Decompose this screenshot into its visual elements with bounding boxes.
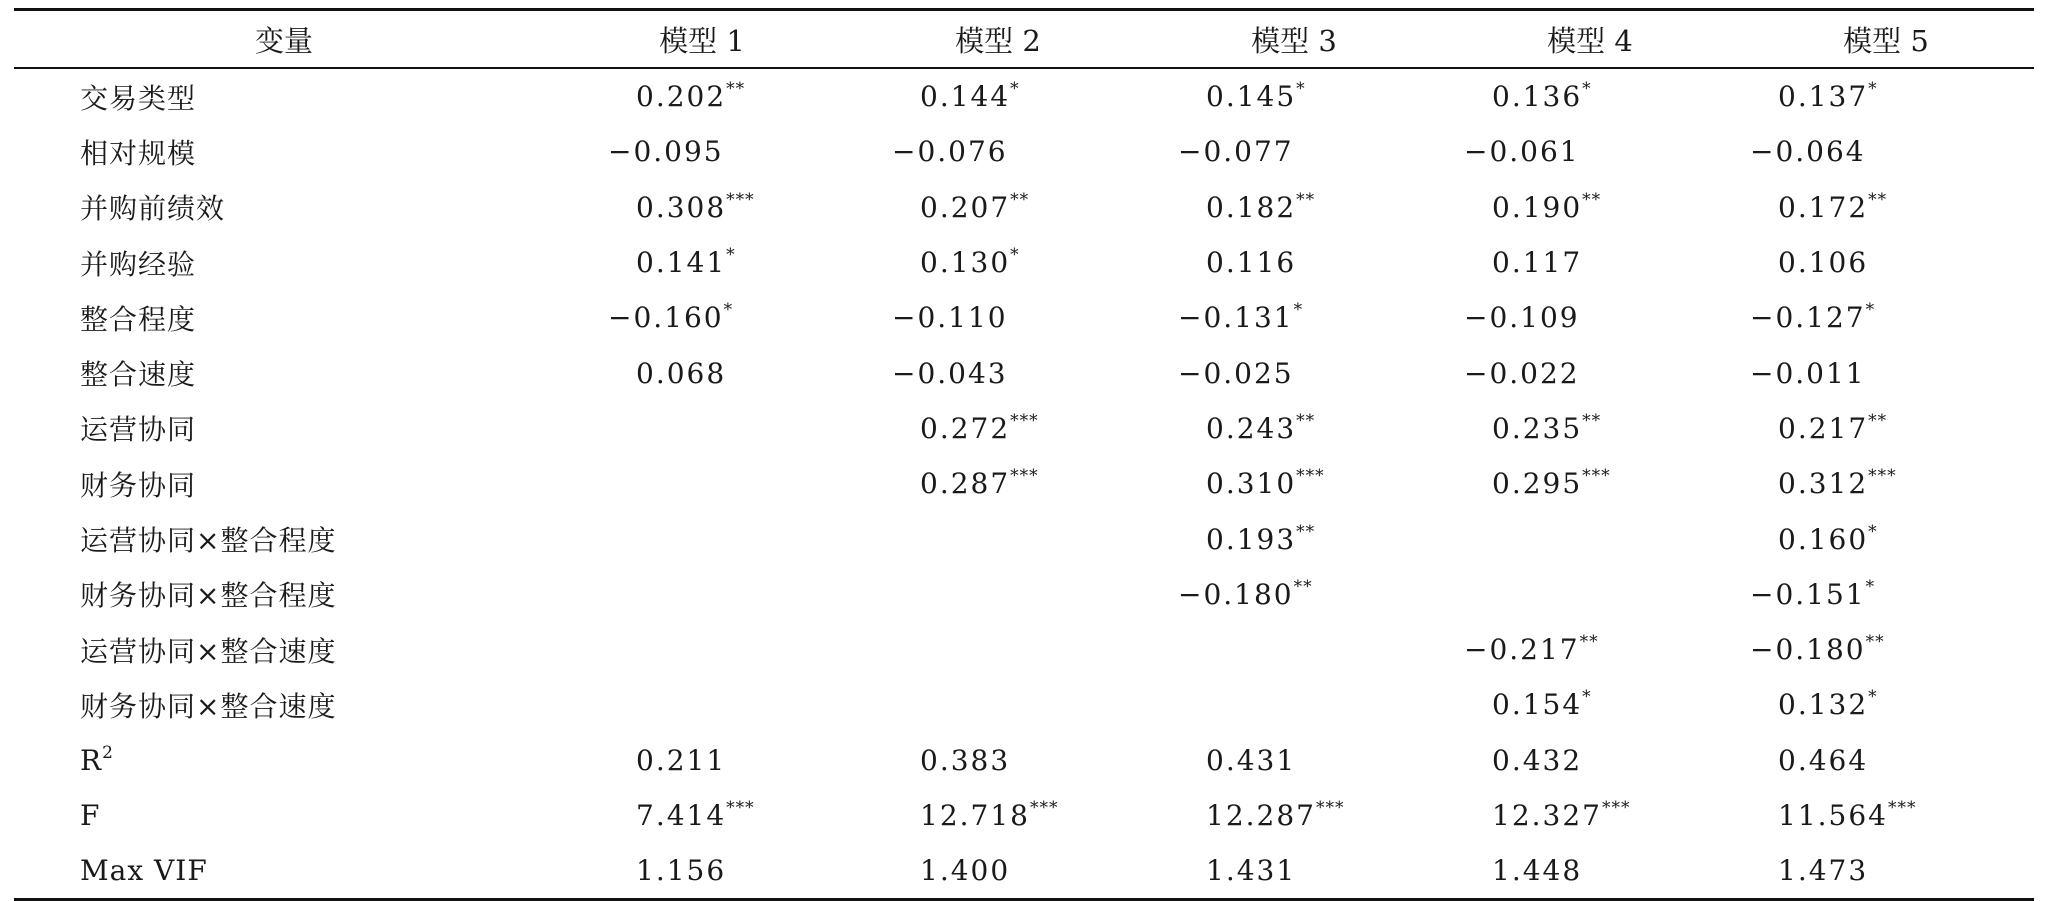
significance-stars: * xyxy=(1582,79,1592,100)
coefficient-value: −0.109 xyxy=(1464,301,1580,335)
variable-label xyxy=(14,401,554,456)
coefficient-value: 0.182 xyxy=(1206,190,1297,224)
significance-stars: ** xyxy=(1865,632,1885,653)
table-row xyxy=(14,622,2034,677)
coefficient-value: −0.180 xyxy=(1750,633,1866,667)
coefficient-value: 0.117 xyxy=(1492,246,1583,280)
coefficient-cell xyxy=(1146,401,1442,456)
significance-stars: * xyxy=(1010,245,1020,266)
coefficient-cell xyxy=(554,68,850,124)
variable-label xyxy=(14,622,554,677)
coefficient-cell xyxy=(554,567,850,622)
coefficient-value: −0.217 xyxy=(1464,633,1580,667)
significance-stars: *** xyxy=(1010,466,1039,487)
variable-label-text: 整合程度 xyxy=(80,302,197,336)
coefficient-cell xyxy=(1738,677,2034,732)
table-body xyxy=(14,68,2034,900)
coefficient-value: −0.095 xyxy=(608,135,724,169)
coefficient-cell xyxy=(554,511,850,566)
table-row xyxy=(14,68,2034,124)
coefficient-value: 12.327 xyxy=(1492,799,1602,832)
coefficient-cell xyxy=(554,733,850,788)
variable-label-text: 财务协同×整合程度 xyxy=(80,579,337,613)
significance-stars: ** xyxy=(1582,189,1602,210)
significance-stars: ** xyxy=(1296,521,1316,542)
regression-results-table xyxy=(14,8,2034,901)
coefficient-cell xyxy=(1738,511,2034,566)
coefficient-value: 0.106 xyxy=(1778,246,1869,280)
coefficient-cell xyxy=(554,677,850,732)
coefficient-value: 0.464 xyxy=(1778,743,1869,777)
significance-stars: * xyxy=(1296,79,1306,100)
coefficient-cell xyxy=(1442,401,1738,456)
table-row xyxy=(14,788,2034,843)
variable-label xyxy=(14,456,554,511)
table-row xyxy=(14,456,2034,511)
significance-stars: *** xyxy=(726,798,755,818)
coefficient-cell xyxy=(1146,733,1442,788)
header-row xyxy=(14,10,2034,69)
significance-stars: ** xyxy=(1868,189,1888,210)
coefficient-cell xyxy=(554,124,850,179)
coefficient-cell xyxy=(1146,567,1442,622)
coefficient-cell xyxy=(1146,456,1442,511)
variable-label xyxy=(14,124,554,179)
table-row xyxy=(14,124,2034,179)
coefficient-cell xyxy=(1146,180,1442,235)
regression-results-table-container xyxy=(14,8,2034,901)
variable-label-text: 并购经验 xyxy=(80,247,197,281)
variable-label xyxy=(14,567,554,622)
coefficient-value: 0.310 xyxy=(1206,467,1297,501)
variable-label-text: Max VIF xyxy=(80,854,208,888)
significance-stars: *** xyxy=(1029,798,1059,818)
coefficient-cell xyxy=(1738,567,2034,622)
significance-stars: * xyxy=(1865,300,1876,321)
coefficient-cell xyxy=(850,68,1146,124)
variable-label-text: R xyxy=(80,743,103,777)
coefficient-value: 0.211 xyxy=(636,743,727,777)
coefficient-cell xyxy=(850,345,1146,400)
variable-label xyxy=(14,68,554,124)
coefficient-cell xyxy=(1442,68,1738,124)
coefficient-cell xyxy=(1442,290,1738,345)
variable-label xyxy=(14,180,554,235)
significance-stars: * xyxy=(1582,687,1592,708)
coefficient-value: 1.448 xyxy=(1492,854,1583,888)
coefficient-cell xyxy=(1738,843,2034,900)
coefficient-value: 0.383 xyxy=(920,743,1011,777)
variable-label-text: 相对规模 xyxy=(80,136,197,170)
significance-stars: * xyxy=(1293,300,1304,321)
variable-label-text: F xyxy=(80,799,101,832)
coefficient-cell xyxy=(850,401,1146,456)
table-row xyxy=(14,235,2034,290)
coefficient-value: 0.154 xyxy=(1492,688,1583,722)
coefficient-value: −0.180 xyxy=(1178,577,1294,611)
coefficient-value: −0.061 xyxy=(1464,135,1580,169)
significance-stars: ** xyxy=(1579,632,1599,653)
coefficient-cell xyxy=(1146,511,1442,566)
coefficient-value: 0.137 xyxy=(1778,80,1869,114)
coefficient-value: 0.141 xyxy=(636,246,727,280)
significance-stars: ** xyxy=(1293,576,1313,597)
coefficient-cell xyxy=(1442,733,1738,788)
significance-stars: *** xyxy=(726,189,755,210)
coefficient-cell xyxy=(1738,68,2034,124)
significance-stars: * xyxy=(1865,576,1876,597)
variable-label-text: 交易类型 xyxy=(80,81,197,115)
coefficient-value: 0.308 xyxy=(636,190,727,224)
variable-label xyxy=(14,511,554,566)
coefficient-value: 0.160 xyxy=(1778,522,1869,556)
significance-stars: ** xyxy=(1296,189,1316,210)
coefficient-value: −0.077 xyxy=(1178,135,1294,169)
coefficient-cell xyxy=(1738,456,2034,511)
coefficient-cell xyxy=(1738,733,2034,788)
coefficient-cell xyxy=(554,456,850,511)
coefficient-cell xyxy=(1146,788,1442,843)
coefficient-cell xyxy=(850,180,1146,235)
header-model-3: 模型 3 xyxy=(1146,10,1442,69)
table-row xyxy=(14,677,2034,732)
coefficient-value: 1.431 xyxy=(1206,854,1297,888)
significance-stars: ** xyxy=(1868,410,1888,431)
variable-label-text: 并购前绩效 xyxy=(80,192,226,226)
coefficient-cell xyxy=(1146,622,1442,677)
coefficient-cell xyxy=(850,622,1146,677)
coefficient-cell xyxy=(1738,401,2034,456)
coefficient-cell xyxy=(1442,456,1738,511)
coefficient-value: −0.025 xyxy=(1178,356,1294,390)
coefficient-cell xyxy=(1146,235,1442,290)
significance-stars: ** xyxy=(1010,189,1030,210)
significance-stars: * xyxy=(1868,79,1878,100)
coefficient-value: −0.151 xyxy=(1750,577,1866,611)
coefficient-value: 0.243 xyxy=(1206,411,1297,445)
coefficient-value: −0.064 xyxy=(1750,135,1866,169)
coefficient-value: −0.127 xyxy=(1750,301,1866,335)
significance-stars: *** xyxy=(1296,466,1325,487)
coefficient-cell xyxy=(850,677,1146,732)
coefficient-value: 0.207 xyxy=(920,190,1011,224)
coefficient-cell xyxy=(850,456,1146,511)
coefficient-value: 12.287 xyxy=(1206,799,1316,832)
coefficient-cell xyxy=(1146,345,1442,400)
header-variable: 变量 xyxy=(14,10,554,69)
coefficient-cell xyxy=(850,235,1146,290)
coefficient-cell xyxy=(554,401,850,456)
coefficient-value: 0.295 xyxy=(1492,467,1583,501)
significance-stars: ** xyxy=(726,79,746,100)
coefficient-value: 0.116 xyxy=(1206,246,1297,280)
coefficient-cell xyxy=(554,290,850,345)
coefficient-value: 1.400 xyxy=(920,854,1011,888)
header-model-4: 模型 4 xyxy=(1442,10,1738,69)
variable-label xyxy=(14,290,554,345)
significance-stars: *** xyxy=(1601,798,1631,818)
table-row xyxy=(14,345,2034,400)
coefficient-value: 0.432 xyxy=(1492,743,1583,777)
coefficient-cell xyxy=(554,345,850,400)
coefficient-cell xyxy=(1442,511,1738,566)
coefficient-value: −0.110 xyxy=(892,301,1008,335)
header-model-1: 模型 1 xyxy=(554,10,850,69)
table-row xyxy=(14,180,2034,235)
variable-label-text: 运营协同 xyxy=(80,413,197,447)
significance-stars: * xyxy=(1868,521,1878,542)
table-row xyxy=(14,567,2034,622)
coefficient-cell xyxy=(1442,622,1738,677)
coefficient-cell xyxy=(1146,290,1442,345)
coefficient-cell xyxy=(1146,843,1442,900)
coefficient-cell xyxy=(1738,235,2034,290)
coefficient-value: 0.068 xyxy=(636,356,727,390)
table-row xyxy=(14,843,2034,900)
coefficient-cell xyxy=(850,511,1146,566)
coefficient-cell xyxy=(850,567,1146,622)
coefficient-cell xyxy=(1146,677,1442,732)
significance-stars: * xyxy=(726,245,736,266)
coefficient-cell xyxy=(850,843,1146,900)
table-row xyxy=(14,401,2034,456)
coefficient-value: 0.130 xyxy=(920,246,1011,280)
coefficient-value: 0.202 xyxy=(636,80,727,114)
coefficient-cell xyxy=(1146,68,1442,124)
coefficient-cell xyxy=(1442,843,1738,900)
coefficient-cell xyxy=(850,124,1146,179)
significance-stars: * xyxy=(1010,79,1020,100)
coefficient-value: −0.043 xyxy=(892,356,1008,390)
variable-label-superscript: 2 xyxy=(102,742,114,763)
coefficient-value: −0.011 xyxy=(1750,356,1866,390)
coefficient-value: 0.287 xyxy=(920,467,1011,501)
coefficient-cell xyxy=(1442,345,1738,400)
coefficient-cell xyxy=(1738,180,2034,235)
coefficient-value: 0.272 xyxy=(920,411,1011,445)
coefficient-cell xyxy=(554,788,850,843)
coefficient-value: −0.076 xyxy=(892,135,1008,169)
significance-stars: *** xyxy=(1887,798,1917,818)
coefficient-cell xyxy=(1738,124,2034,179)
coefficient-value: −0.160 xyxy=(608,301,724,335)
coefficient-cell xyxy=(554,843,850,900)
variable-label xyxy=(14,733,554,788)
significance-stars: *** xyxy=(1868,466,1897,487)
variable-label-text: 运营协同×整合速度 xyxy=(80,634,337,668)
coefficient-value: 0.144 xyxy=(920,80,1011,114)
variable-label-text: 财务协同×整合速度 xyxy=(80,689,337,723)
significance-stars: ** xyxy=(1582,410,1602,431)
significance-stars: *** xyxy=(1010,410,1039,431)
variable-label xyxy=(14,843,554,900)
coefficient-value: 0.217 xyxy=(1778,411,1869,445)
coefficient-cell xyxy=(1442,677,1738,732)
coefficient-cell xyxy=(1442,788,1738,843)
table-row xyxy=(14,733,2034,788)
coefficient-cell xyxy=(554,622,850,677)
coefficient-cell xyxy=(1738,788,2034,843)
coefficient-value: 0.172 xyxy=(1778,190,1869,224)
header-model-5: 模型 5 xyxy=(1738,10,2034,69)
significance-stars: *** xyxy=(1315,798,1345,818)
variable-label-text: 运营协同×整合程度 xyxy=(80,524,337,558)
variable-label xyxy=(14,235,554,290)
variable-label-text: 整合速度 xyxy=(80,358,197,392)
table-row xyxy=(14,511,2034,566)
significance-stars: *** xyxy=(1582,466,1611,487)
coefficient-value: 0.136 xyxy=(1492,80,1583,114)
coefficient-value: −0.131 xyxy=(1178,301,1294,335)
coefficient-cell xyxy=(1442,124,1738,179)
coefficient-value: 1.473 xyxy=(1778,854,1869,888)
coefficient-value: 0.145 xyxy=(1206,80,1297,114)
significance-stars: ** xyxy=(1296,410,1316,431)
coefficient-value: 12.718 xyxy=(920,799,1030,832)
coefficient-value: 0.132 xyxy=(1778,688,1869,722)
coefficient-cell xyxy=(1738,622,2034,677)
coefficient-cell xyxy=(1442,567,1738,622)
table-row xyxy=(14,290,2034,345)
coefficient-cell xyxy=(850,733,1146,788)
coefficient-value: 0.193 xyxy=(1206,522,1297,556)
coefficient-cell xyxy=(554,180,850,235)
variable-label xyxy=(14,788,554,843)
coefficient-cell xyxy=(1738,290,2034,345)
variable-label-text: 财务协同 xyxy=(80,468,197,502)
coefficient-cell xyxy=(1146,124,1442,179)
coefficient-cell xyxy=(1738,345,2034,400)
coefficient-cell xyxy=(850,788,1146,843)
coefficient-value: 0.235 xyxy=(1492,411,1583,445)
variable-label xyxy=(14,677,554,732)
variable-label xyxy=(14,345,554,400)
coefficient-value: 0.312 xyxy=(1778,467,1869,501)
header-model-2: 模型 2 xyxy=(850,10,1146,69)
coefficient-value: 7.414 xyxy=(636,799,727,832)
coefficient-value: 1.156 xyxy=(636,854,727,888)
coefficient-cell xyxy=(1442,180,1738,235)
coefficient-cell xyxy=(1442,235,1738,290)
coefficient-cell xyxy=(554,235,850,290)
coefficient-cell xyxy=(850,290,1146,345)
coefficient-value: −0.022 xyxy=(1464,356,1580,390)
significance-stars: * xyxy=(1868,687,1878,708)
coefficient-value: 11.564 xyxy=(1778,799,1888,832)
coefficient-value: 0.431 xyxy=(1206,743,1297,777)
significance-stars: * xyxy=(723,300,734,321)
coefficient-value: 0.190 xyxy=(1492,190,1583,224)
